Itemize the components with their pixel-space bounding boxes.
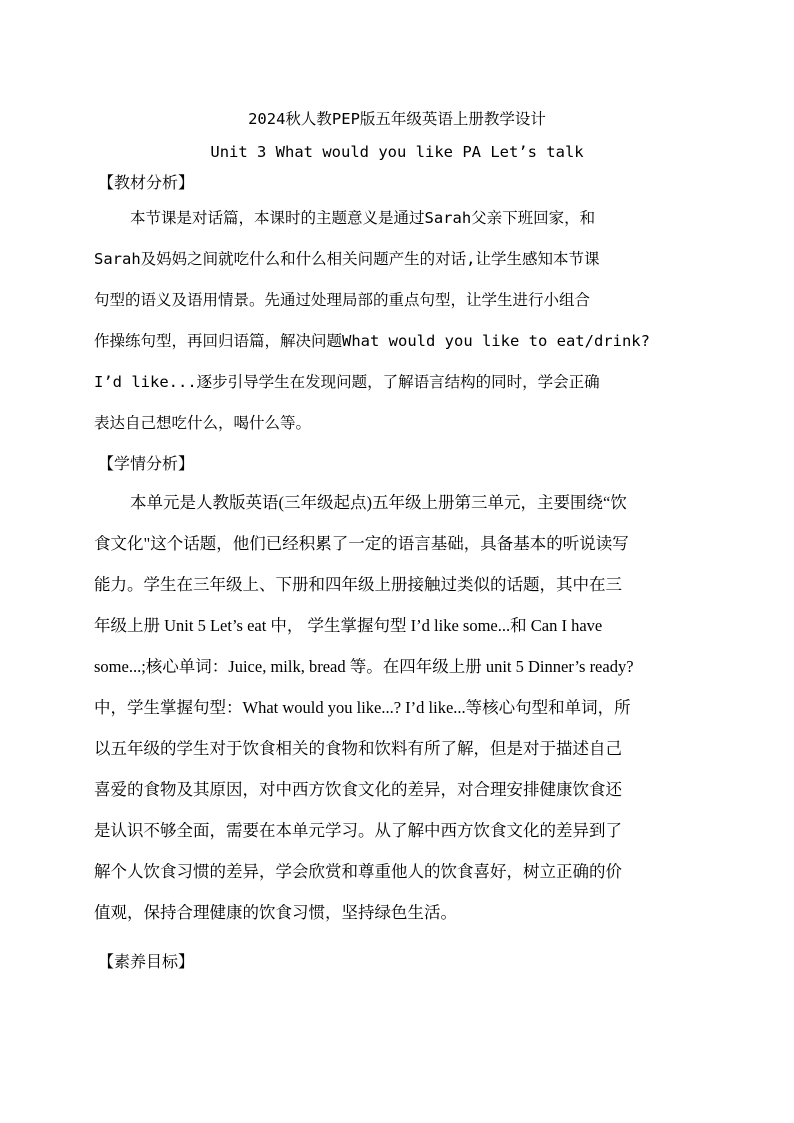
section-heading-student-analysis: 【学情分析】 xyxy=(98,454,195,473)
paragraph-line: 本节课是对话篇，本课时的主题意义是通过Sarah父亲下班回家，和 xyxy=(130,209,596,227)
paragraph-line: 年级上册 Unit 5 Let’s eat 中， 学生掌握句型 I’d like some...和 Can I have xyxy=(94,616,603,635)
paragraph-line: 句型的语义及语用情景。先通过处理局部的重点句型，让学生进行小组合 xyxy=(94,291,591,309)
paragraph-line: 食文化"这个话题，他们已经积累了一定的语言基础，具备基本的听说读写 xyxy=(94,534,629,553)
paragraph-line: 中，学生掌握句型：What would you like...? I’d like...等核心句型和单词，所 xyxy=(94,698,631,717)
paragraph-line: 喜爱的食物及其原因，对中西方饮食文化的差异，对合理安排健康饮食还 xyxy=(94,780,622,799)
section-heading-literacy-goals: 【素养目标】 xyxy=(98,952,195,971)
section-heading-textbook-analysis: 【教材分析】 xyxy=(98,173,195,192)
paragraph-line: 解个人饮食习惯的差异，学会欣赏和尊重他人的饮食喜好，树立正确的价 xyxy=(94,862,622,881)
document-subtitle: Unit 3 What would you like PA Let’s talk xyxy=(210,143,584,161)
paragraph-line: some...;核心单词：Juice, milk, bread 等。在四年级上册 unit 5 Dinner’s ready? xyxy=(94,657,634,676)
paragraph-line: 本单元是人教版英语(三年级起点)五年级上册第三单元，主要围绕“饮 xyxy=(130,493,627,512)
section-paragraph-textbook-analysis xyxy=(94,198,706,444)
paragraph-line: 作操练句型，再回归语篇，解决问题What would you like to eat/drink? xyxy=(94,332,650,350)
paragraph-line: 以五年级的学生对于饮食相关的食物和饮料有所了解，但是对于描述自己 xyxy=(94,739,622,758)
paragraph-line: 值观，保持合理健康的饮食习惯，坚持绿色生活。 xyxy=(94,903,457,922)
document-title: 2024秋人教PEP版五年级英语上册教学设计 xyxy=(248,110,546,128)
paragraph-line: I’d like...逐步引导学生在发现问题，了解语言结构的同时，学会正确 xyxy=(94,373,600,391)
paragraph-line: 能力。学生在三年级上、下册和四年级上册接触过类似的话题，其中在三 xyxy=(94,575,622,594)
paragraph-line: Sarah及妈妈之间就吃什么和什么相关问题产生的对话,让学生感知本节课 xyxy=(94,250,600,268)
section-paragraph-student-analysis xyxy=(94,482,706,933)
paragraph-line: 表达自己想吃什么，喝什么等。 xyxy=(94,414,312,432)
paragraph-line: 是认识不够全面，需要在本单元学习。从了解中西方饮食文化的差异到了 xyxy=(94,821,622,840)
